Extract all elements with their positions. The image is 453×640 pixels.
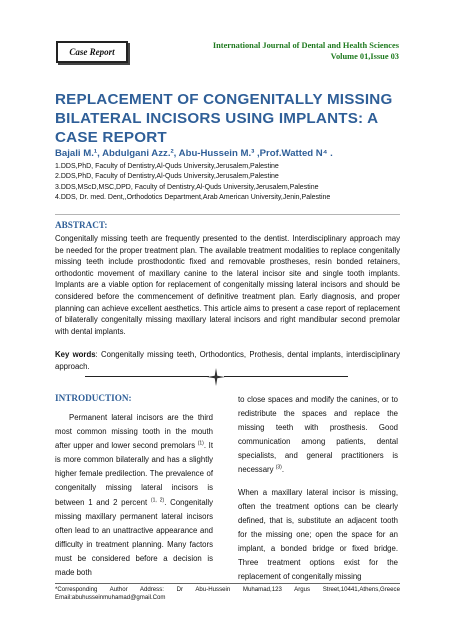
keywords-paragraph (55, 349, 400, 372)
left-column (55, 411, 213, 580)
intro-text: . It is more common bilaterally and has a slightly higher female predilection. The prevalence of congenitally missing lateral incisors is between 1 and 2 percent (55, 441, 213, 507)
journal-name: International Journal of Dental and Health Sciences (212, 41, 399, 50)
corresponding-author-footnote (55, 586, 400, 602)
affiliation-list (55, 162, 400, 203)
article-title: REPLACEMENT OF CONGENITALLY MISSING BILATERAL INCISORS USING IMPLANTS: A CASE REPORT (55, 91, 393, 146)
divider-line-left (85, 376, 209, 377)
affiliation-item: 1.DDS,PhD, Faculty of Dentistry,Al-Quds University,Jerusalem,Palestine (55, 163, 279, 170)
affiliation-item: 2.DDS,PhD, Faculty of Dentistry,Al-Quds University,Jerusalem,Palestine (55, 173, 279, 181)
keywords-label: Key words (55, 350, 96, 359)
footnote-email: Email:abuhusseinmuhamad@gmail.Com (55, 594, 166, 601)
intro-paragraph (55, 411, 213, 580)
introduction-heading: INTRODUCTION: (55, 393, 132, 403)
citation: (1) (197, 440, 204, 447)
intro-paragraph (238, 393, 398, 478)
journal-volume: Volume 01,Issue 03 (330, 52, 399, 61)
abstract-heading: ABSTRACT: (55, 220, 108, 230)
intro-text: . Congenitally missing maxillary permanent lateral incisors often lead to an unattractive appearance and difficulty in treatment planning. Many factors must be considered before a decision is made both (55, 497, 214, 578)
four-point-star-icon (207, 368, 225, 386)
intro-paragraph: When a maxillary lateral incisor is missing, often the treatment options can be clearly defined, that is, substitute an adjacent tooth for the missing one; open the space for an implant, a bonded bridge or fixed bridge. Three treatment options exist for the replacement of congenitally missing (238, 487, 398, 582)
author-list: Bajali M.¹, Abdulgani Azz.², Abu-Hussein M.³ ,Prof.Watted N⁴ . (55, 148, 333, 159)
footnote-address: *Corresponding Author Address: Dr Abu-Hussein Muhamad,123 Argus Street,10441,Athens,Greece (55, 586, 400, 593)
journal-header (213, 40, 399, 62)
divider-line-right (224, 376, 348, 377)
intro-text: to close spaces and modify the canines, or to redistribute the spaces and replace the missing teeth with prosthesis. Good communication among patients, dental specialists, and general practitioners is necessary (238, 395, 398, 475)
intro-text: Permanent lateral incisors are the third most common missing tooth in the mouth after upper and lower second premolars (55, 413, 213, 451)
citation: (1, 2) (150, 496, 165, 503)
affiliation-item: 3.DDS,MScD,MSC,DPD, Faculty of Dentistry,Al-Quds University,Jerusalem,Palestine (55, 183, 319, 191)
keywords-text: : Congenitally missing teeth, Orthodontics, Prothesis, dental implants, interdisciplinary approach. (55, 350, 400, 371)
citation: (3) (275, 464, 282, 471)
right-column (238, 393, 398, 584)
intro-text: . (281, 465, 284, 475)
affiliation-item: 4.DDS, Dr. med. Dent,,Orthodotics Department,Arab American University,Jenin,Palestine (55, 193, 331, 201)
section-rule (55, 214, 400, 215)
footnote-rule (55, 583, 400, 584)
abstract-text: Congenitally missing teeth are frequently presented to the dentist. Interdisciplinary approach may be needed for the proper treatment plan. The available treatment modalities to replace congenitally missing teeth include prosthodontic fixed and removable prostheses, resin bonded retainers, orthodontic movement of maxillary canine to the lateral incisor site and single tooth implants. Implants are a viable option for replacement of congenitally missing lateral incisors and should be considered before the commencement of definitive treatment plan. Early diagnosis, and proper planning can achieve excellent aesthetics. This article aims to present a case report of replacement of bilaterally congenitally missing maxillary lateral incisors and right mandibular second premolar with dental implants. (55, 234, 400, 336)
case-report-badge: Case Report (56, 41, 128, 63)
